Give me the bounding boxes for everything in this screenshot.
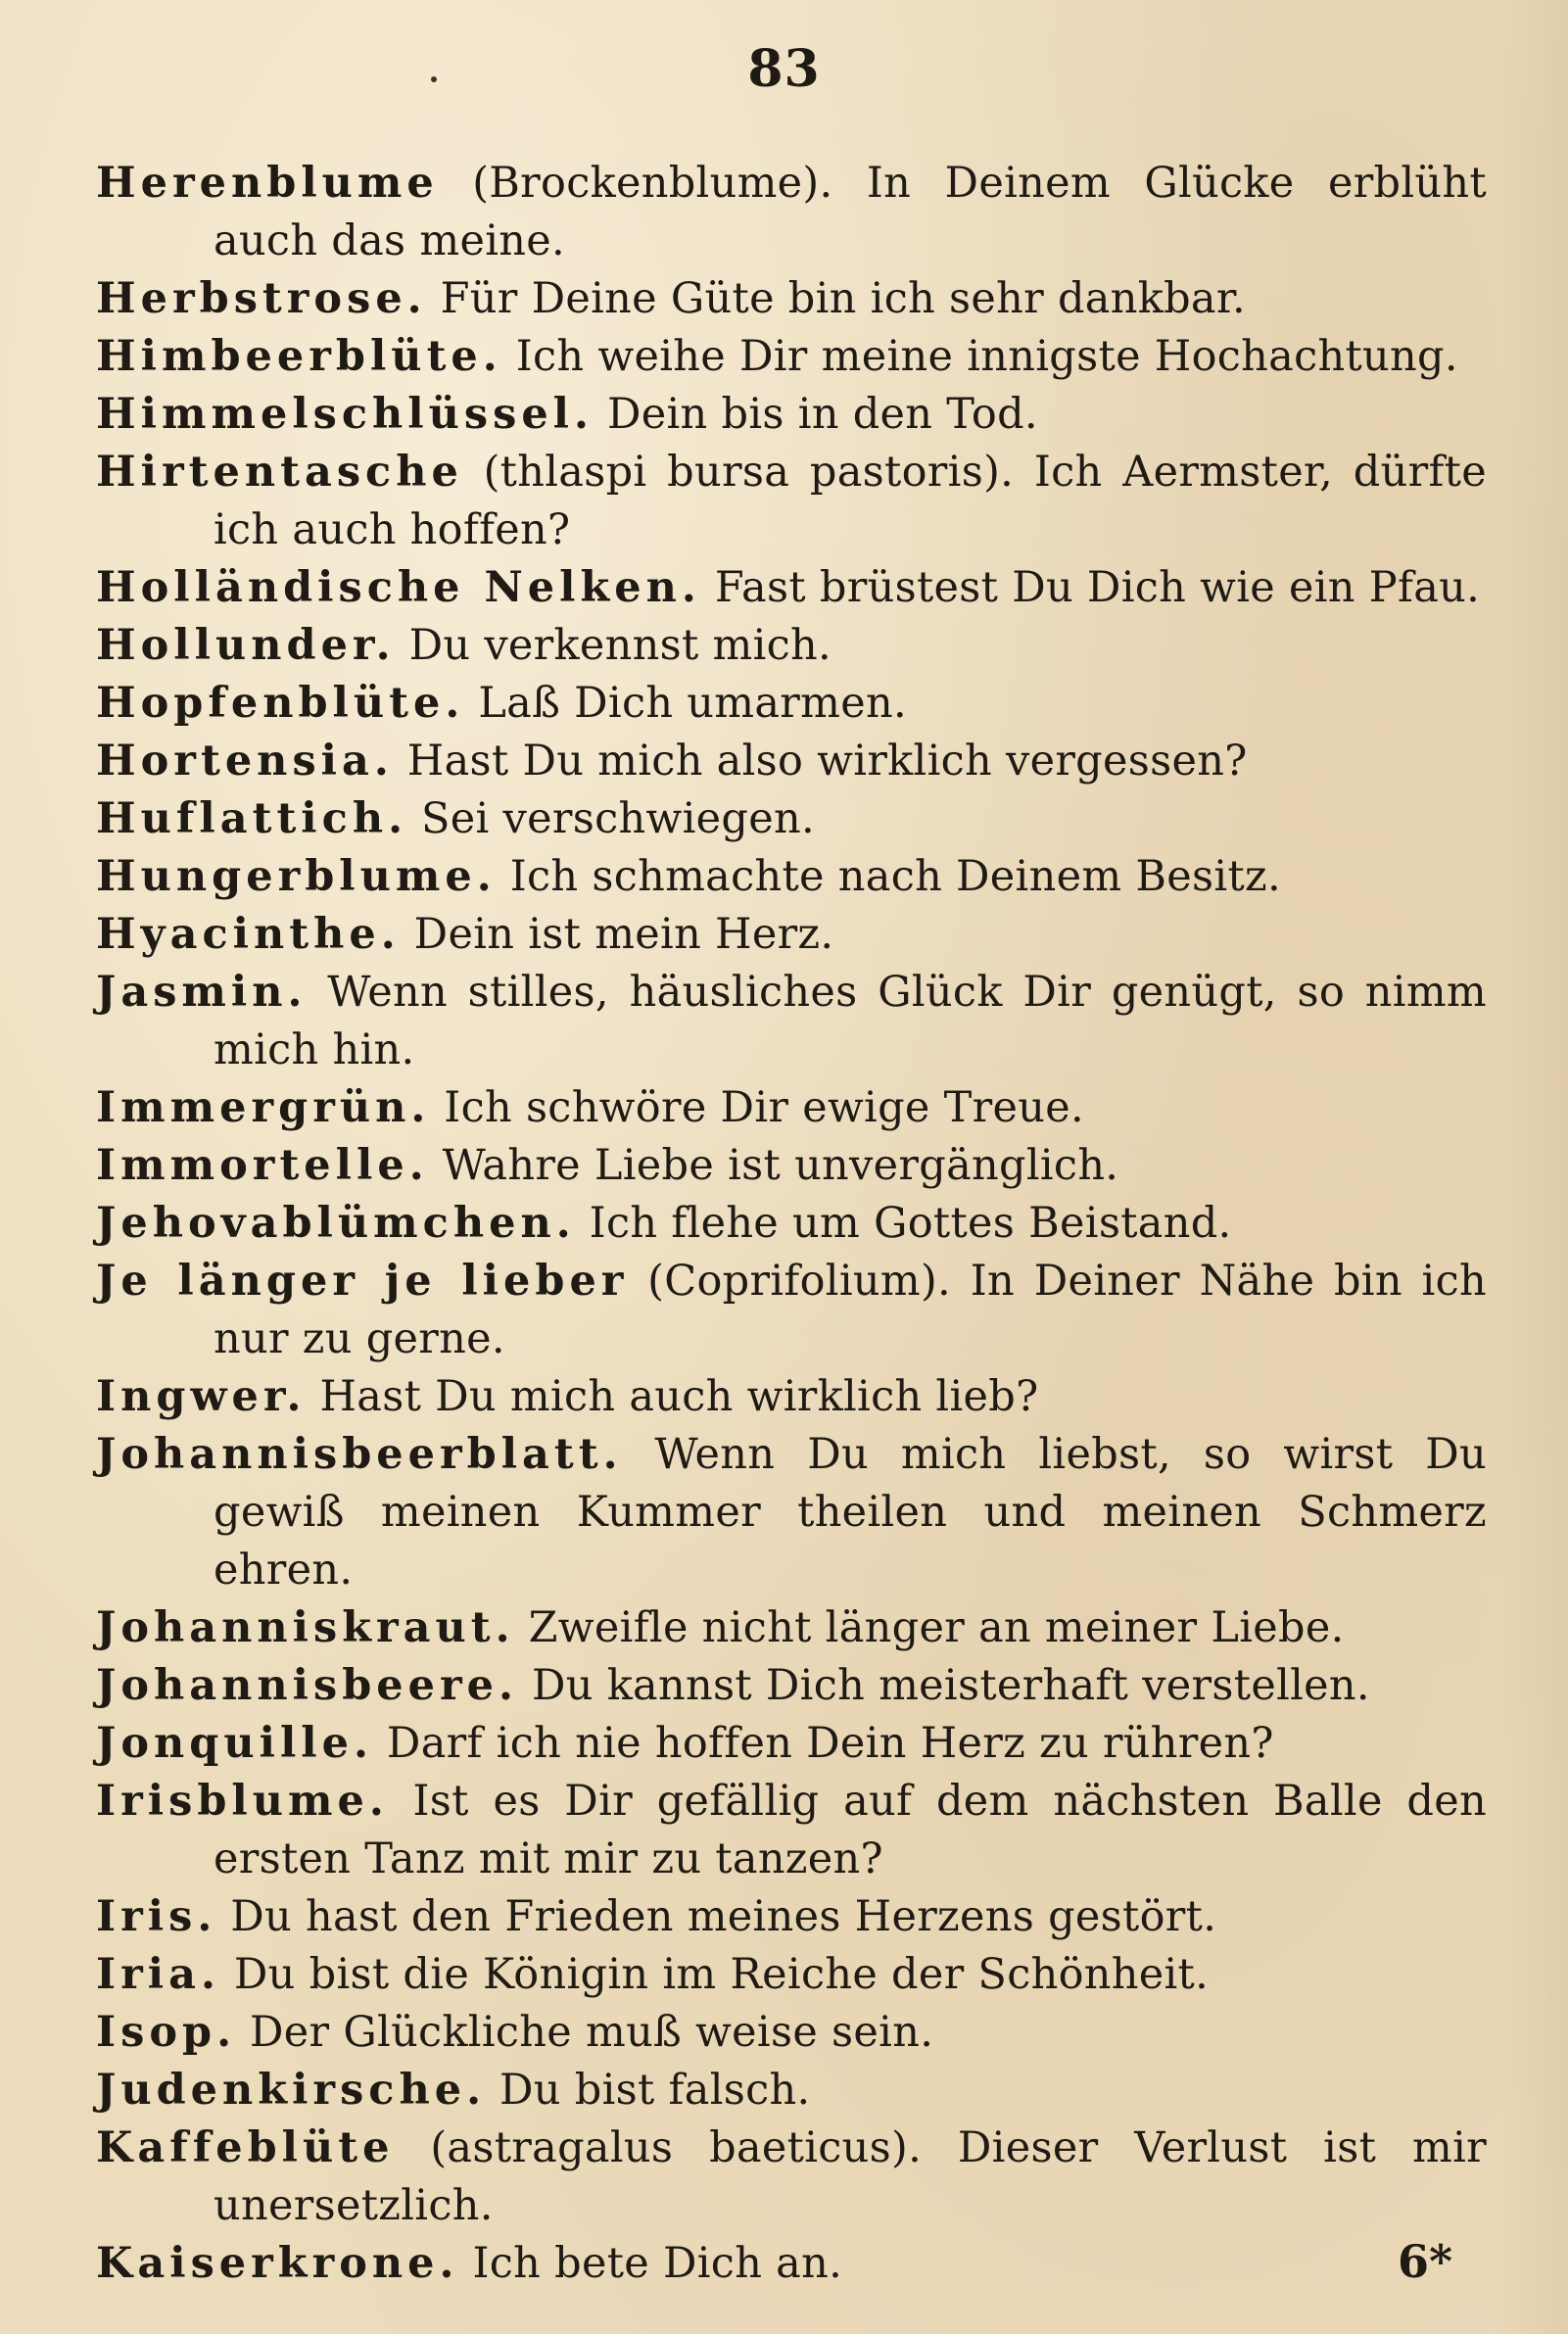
entry-meaning: (Coprifolium). In Deiner Nähe bin ich nur zu gerne. [214, 1257, 1487, 1363]
entry [96, 906, 1487, 964]
entry [96, 790, 1487, 848]
entry-headword: Isop. [96, 2008, 237, 2057]
entry-meaning: Ich flehe um Gottes Beistand. [575, 1199, 1232, 1248]
entry-meaning: Wahre Liebe ist unvergänglich. [428, 1141, 1119, 1190]
entry [96, 1137, 1487, 1195]
entry [96, 1888, 1487, 1946]
entry [96, 1715, 1487, 1773]
entry-headword: Hirtentasche [96, 448, 463, 497]
entry-meaning: Ist es Dir gefällig auf dem nächsten Balle den ersten Tanz mit mir zu tanzen? [214, 1777, 1487, 1883]
entry [96, 2004, 1487, 2062]
entry-meaning: Ich bete Dich an. [458, 2239, 843, 2288]
entry-meaning: Wenn stilles, häusliches Glück Dir genügt, so nimm mich hin. [214, 968, 1487, 1074]
entry [96, 2062, 1487, 2120]
entry [96, 444, 1487, 559]
entry-meaning: Dein bis in den Tod. [593, 390, 1038, 439]
entry [96, 1773, 1487, 1888]
entry-headword: Johannisbeerblatt. [96, 1430, 623, 1479]
entry [96, 559, 1487, 617]
flower-language-list [96, 155, 1487, 2293]
entry [96, 1657, 1487, 1715]
printer-signature-mark: 6* [1397, 2235, 1452, 2288]
entry [96, 964, 1487, 1079]
entry [96, 1426, 1487, 1599]
entry [96, 270, 1487, 328]
entry-headword: Johanniskraut. [96, 1603, 515, 1652]
entry-headword: Johannisbeere. [96, 1661, 518, 1710]
entry-meaning: Ich weihe Dir meine innigste Hochachtung. [501, 332, 1458, 381]
entry-meaning: Du bist falsch. [486, 2066, 811, 2115]
entry-meaning: (astragalus baeticus). Dieser Verlust ist mir unersetzlich. [214, 2123, 1487, 2230]
entry-headword: Hungerblume. [96, 852, 497, 901]
entry-headword: Immergrün. [96, 1083, 431, 1132]
entry [96, 1599, 1487, 1657]
entry-meaning: Du verkennst mich. [395, 621, 832, 670]
entry-headword: Huflattich. [96, 794, 408, 843]
entry [96, 1946, 1487, 2004]
entry [96, 733, 1487, 790]
entry-headword: Holländische Nelken. [96, 563, 701, 612]
entry-headword: Himmelschlüssel. [96, 390, 594, 439]
entry-headword: Jehovablümchen. [96, 1199, 576, 1248]
page-number: 83 [747, 39, 821, 99]
entry [96, 1079, 1487, 1137]
entry-meaning: Darf ich nie hoffen Dein Herz zu rühren? [372, 1719, 1274, 1768]
entry-headword: Jasmin. [96, 968, 308, 1017]
entry-meaning: (Brockenblume). In Deinem Glücke erblüht auch das meine. [214, 159, 1487, 265]
entry-headword: Kaffeblüte [96, 2123, 395, 2172]
entry-meaning: Dein ist mein Herz. [400, 910, 834, 959]
entry-headword: Hortensia. [96, 737, 394, 786]
entry-meaning: Sei verschwiegen. [407, 794, 815, 843]
entry-headword: Ingwer. [96, 1372, 307, 1421]
entry [96, 2120, 1487, 2235]
entry-headword: Je länger je lieber [96, 1257, 629, 1306]
entry [96, 848, 1487, 906]
entry-headword: Iris. [96, 1892, 217, 1941]
entry-meaning: Der Glückliche muß weise sein. [236, 2008, 934, 2057]
page-edge-shadow [1499, 0, 1568, 2334]
entry [96, 1368, 1487, 1426]
entry-headword: Hyacinthe. [96, 910, 401, 959]
entry-meaning: Hast Du mich auch wirklich lieb? [306, 1372, 1039, 1421]
entry-meaning: Du bist die Königin im Reiche der Schönheit. [219, 1950, 1210, 1999]
entry-meaning: Laß Dich umarmen. [464, 679, 907, 728]
entry-headword: Himbeerblüte. [96, 332, 502, 381]
entry-meaning: (thlaspi bursa pastoris). Ich Aermster, dürfte ich auch hoffen? [214, 448, 1487, 554]
entry-headword: Iria. [96, 1950, 220, 1999]
entry-meaning: Ich schwöre Dir ewige Treue. [430, 1083, 1084, 1132]
entry-meaning: Ich schmachte nach Deinem Besitz. [496, 852, 1281, 901]
entry-headword: Judenkirsche. [96, 2066, 487, 2115]
entry [96, 2235, 1487, 2293]
entry-meaning: Fast brüstest Du Dich wie ein Pfau. [700, 563, 1481, 612]
entry-meaning: Du kannst Dich meisterhaft verstellen. [518, 1661, 1370, 1710]
entry [96, 328, 1487, 386]
entry [96, 1195, 1487, 1253]
entry [96, 1253, 1487, 1368]
entry-meaning: Zweifle nicht länger an meiner Liebe. [514, 1603, 1345, 1652]
entry-meaning: Du hast den Frieden meines Herzens gestört. [216, 1892, 1217, 1941]
entry [96, 386, 1487, 444]
entry-headword: Irisblume. [96, 1777, 389, 1826]
entry-headword: Herbstrose. [96, 274, 427, 323]
entry [96, 155, 1487, 270]
entry [96, 617, 1487, 675]
entry-headword: Hollunder. [96, 621, 396, 670]
entry-headword: Herenblume [96, 159, 439, 208]
entry [96, 675, 1487, 733]
entry-meaning: Für Deine Güte bin ich sehr dankbar. [426, 274, 1246, 323]
entry-headword: Jonquille. [96, 1719, 373, 1768]
entry-meaning: Wenn Du mich liebst, so wirst Du gewiß meinen Kummer theilen und meinen Schmerz ehren. [214, 1430, 1487, 1595]
entry-headword: Immortelle. [96, 1141, 429, 1190]
entry-meaning: Hast Du mich also wirklich vergessen? [393, 737, 1248, 786]
entry-headword: Hopfenblüte. [96, 679, 465, 728]
entry-headword: Kaiserkrone. [96, 2239, 459, 2288]
